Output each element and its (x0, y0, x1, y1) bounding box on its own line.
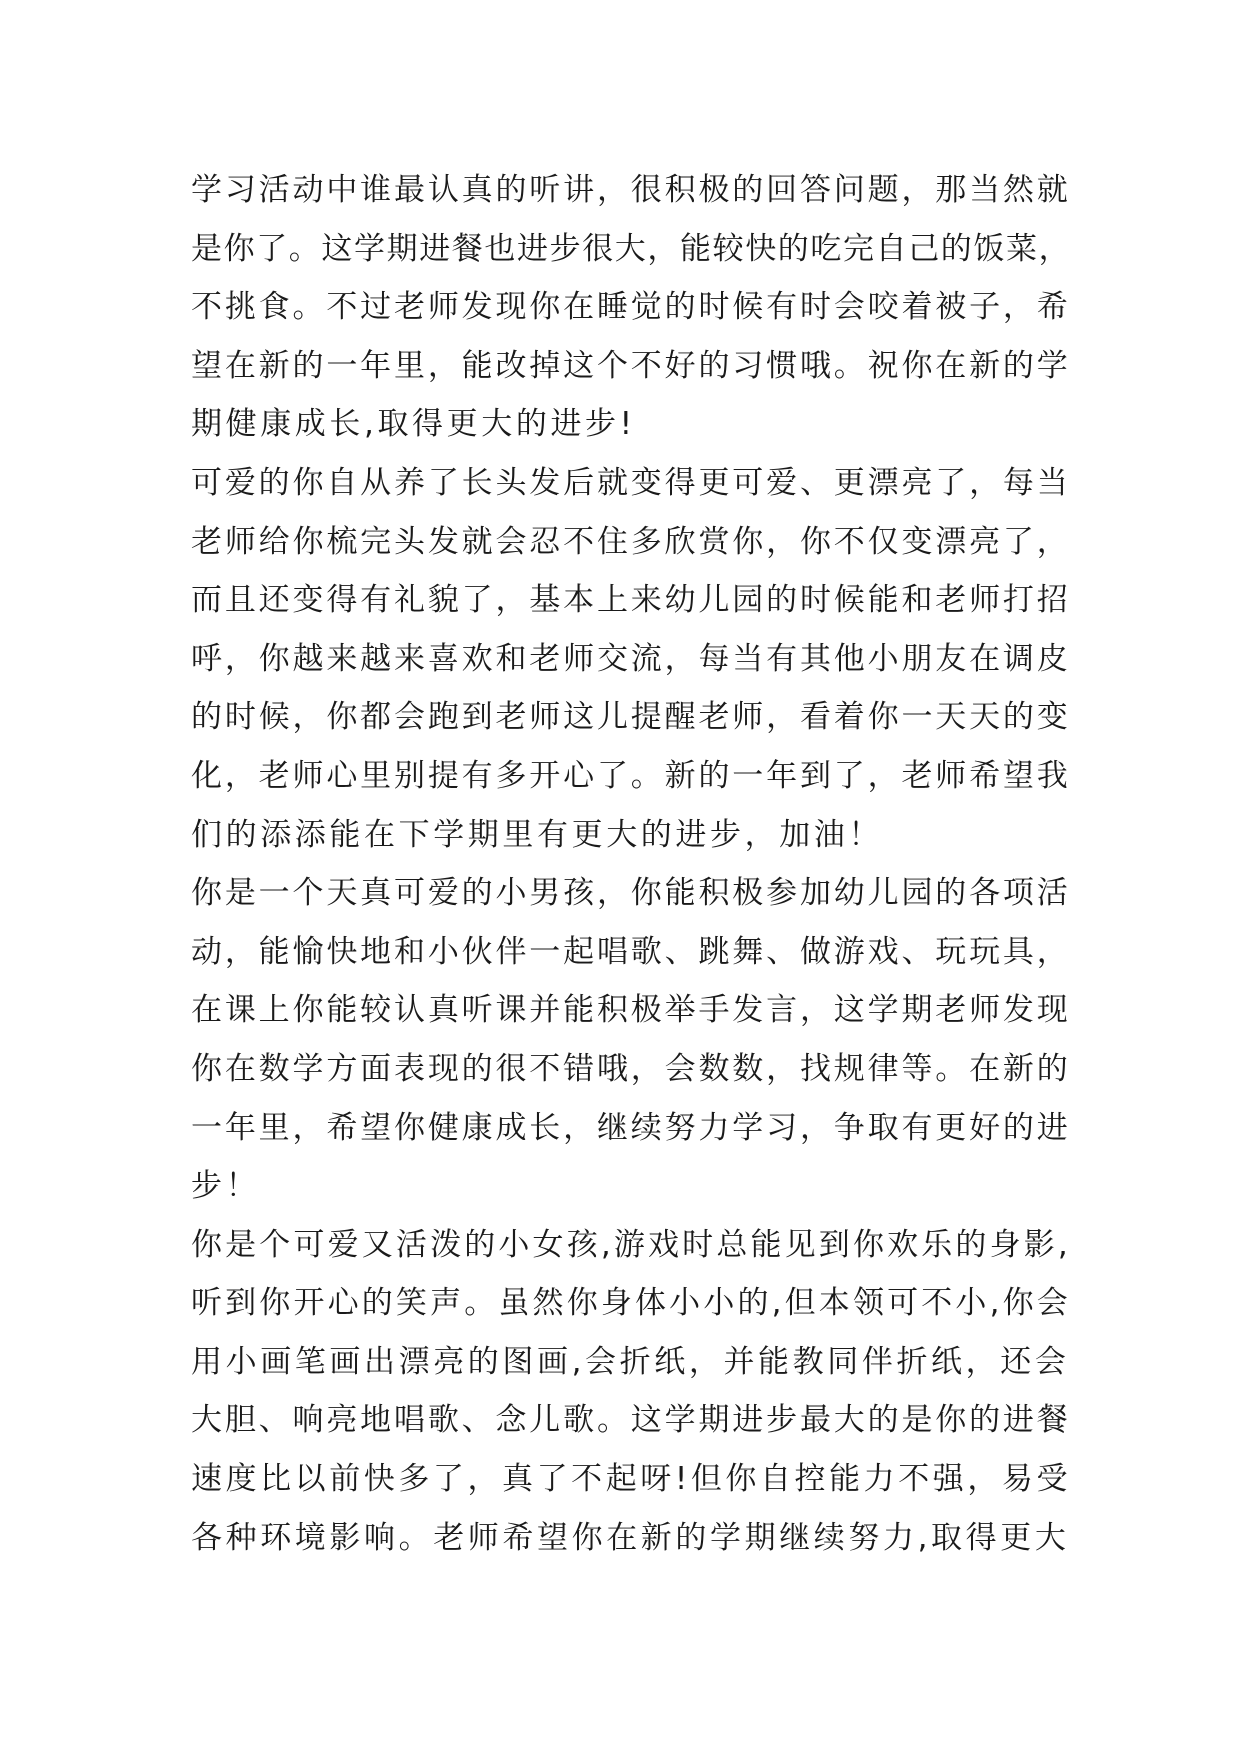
text-line: 听到你开心的笑声。虽然你身体小小的,但本领可不小,你会 (191, 1285, 1071, 1322)
text-line: 你在数学方面表现的很不错哦，会数数，找规律等。在新的 (191, 1050, 1071, 1087)
text-line: 各种环境影响。老师希望你在新的学期继续努力,取得更大 (191, 1519, 1070, 1556)
text-line: 学习活动中谁最认真的听讲，很积极的回答问题，那当然就 (191, 172, 1071, 208)
text-line: 步！ (191, 1168, 261, 1205)
text-line: 而且还变得有礼貌了，基本上来幼儿园的时候能和老师打招 (191, 582, 1071, 619)
body-text (191, 161, 1071, 1567)
text-line: 可爱的你自从养了长头发后就变得更可爱、更漂亮了，每当 (191, 464, 1071, 501)
text-line: 用小画笔画出漂亮的图画,会折纸，并能教同伴折纸，还会 (191, 1343, 1070, 1380)
text-line: 在课上你能较认真听课并能积极举手发言，这学期老师发现 (191, 992, 1071, 1029)
text-line: 化，老师心里别提有多开心了。新的一年到了，老师希望我 (191, 757, 1071, 794)
text-line: 大胆、响亮地唱歌、念儿歌。这学期进步最大的是你的进餐 (191, 1402, 1071, 1439)
text-line: 不挑食。不过老师发现你在睡觉的时候有时会咬着被子，希 (191, 289, 1071, 326)
text-line: 望在新的一年里，能改掉这个不好的习惯哦。祝你在新的学 (191, 347, 1071, 384)
text-line: 动，能愉快地和小伙伴一起唱歌、跳舞、做游戏、玩玩具， (191, 933, 1071, 970)
text-line: 速度比以前快多了，真了不起呀!但你自控能力不强，易受 (191, 1461, 1072, 1498)
text-line: 老师给你梳完头发就会忍不住多欣赏你，你不仅变漂亮了， (191, 523, 1071, 560)
text-line: 你是个可爱又活泼的小女孩,游戏时总能见到你欢乐的身影, (191, 1226, 1071, 1263)
text-line: 期健康成长,取得更大的进步! (191, 406, 636, 443)
text-line: 们的添添能在下学期里有更大的进步，加油！ (191, 816, 883, 853)
text-line: 呼，你越来越来喜欢和老师交流，每当有其他小朋友在调皮 (191, 640, 1071, 677)
text-line: 一年里，希望你健康成长，继续努力学习，争取有更好的进 (191, 1109, 1071, 1146)
text-line: 你是一个天真可爱的小男孩，你能积极参加幼儿园的各项活 (191, 875, 1071, 912)
text-line: 是你了。这学期进餐也进步很大，能较快的吃完自己的饭菜， (191, 230, 1072, 267)
text-line: 的时候，你都会跑到老师这儿提醒老师，看着你一天天的变 (191, 699, 1071, 736)
